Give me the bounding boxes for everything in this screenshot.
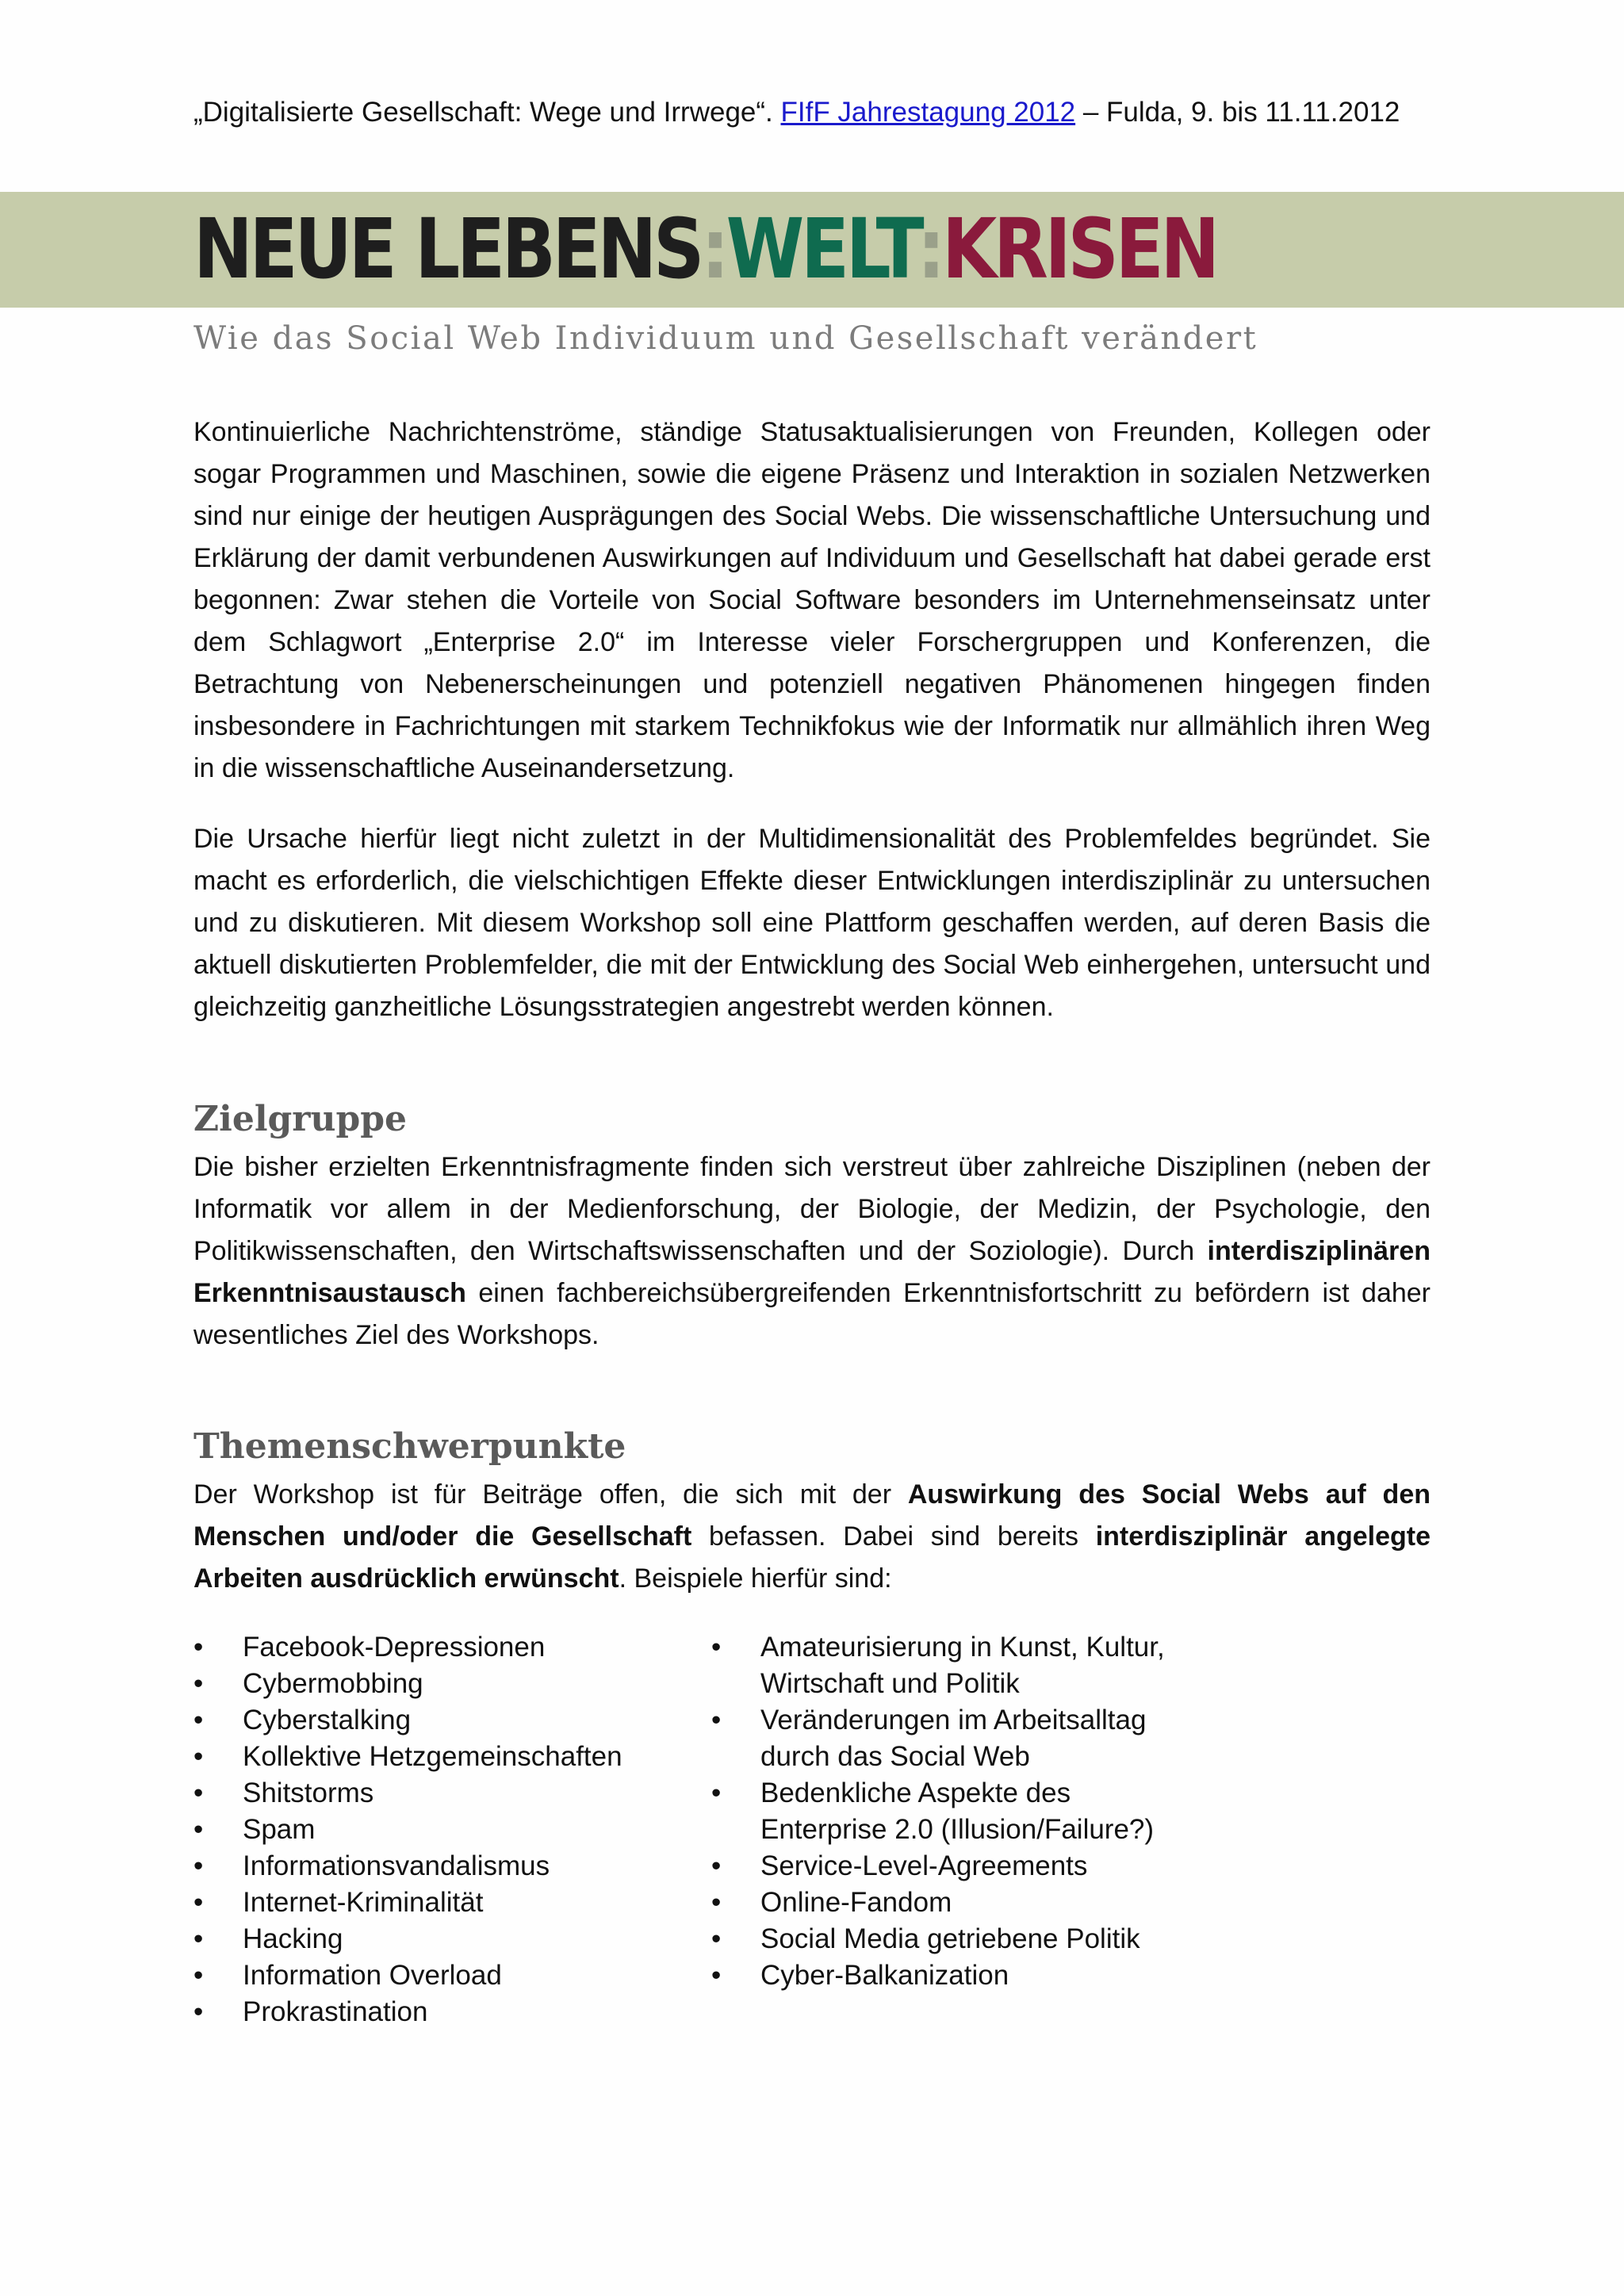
intro-paragraph-2: Die Ursache hierfür liegt nicht zuletzt in der Multidimensionalität des Problemfeldes begründet. Sie macht es erforderlich, die vielschichtigen Effekte dieser Entwicklungen interdisziplinär zu untersuchen und zu diskutieren. Mit diesem Workshop soll eine Plattform geschaffen werden, auf deren Basis die aktuell diskutierten Problemfelder, die mit der Entwicklung des Social Web einhergehen, untersucht und gleichzeitig ganzheitliche Lösungsstrategien angestrebt werden können. bbox=[193, 824, 1431, 1022]
header-line bbox=[193, 95, 1400, 130]
list-item: • Informationsvandalismus bbox=[193, 1848, 669, 1885]
zielgruppe-heading: Zielgruppe bbox=[193, 1099, 408, 1139]
list-item: • Cybermobbing bbox=[193, 1666, 669, 1702]
conference-link[interactable]: FIfF Jahrestagung 2012 bbox=[780, 97, 1076, 128]
list-item: • Prokrastination bbox=[193, 1994, 669, 2030]
banner-title bbox=[193, 201, 1216, 297]
list-item: • Bedenkliche Aspekte des Enterprise 2.0 (Illusion/Failure?) bbox=[711, 1775, 1179, 1848]
list-item: • Spam bbox=[193, 1812, 669, 1848]
banner-part-krisen: KRISEN bbox=[941, 201, 1216, 297]
subtitle: Wie das Social Web Individuum und Gesellschaft verändert bbox=[193, 320, 1258, 357]
banner-colon-1: : bbox=[701, 201, 726, 297]
list-item: • Information Overload bbox=[193, 1957, 669, 1994]
list-item: • Amateurisierung in Kunst, Kultur, Wirtschaft und Politik bbox=[711, 1629, 1179, 1702]
themen-bold-2: interdisziplinär angelegte Arbeiten ausdrücklich erwünscht bbox=[193, 1521, 1431, 1594]
list-item: • Shitstorms bbox=[193, 1775, 669, 1812]
banner-part-lebens: NEUE LEBENS bbox=[193, 201, 702, 297]
zielgruppe-text-1: Die bisher erzielten Erkenntnisfragmente finden sich verstreut über zahlreiche Disziplinen (neben der Informatik vor allem in der Medienforschung, der Biologie, der Medizin, der Psychologie, den Politikwissenschaften, den Wirtschaftswissenschaften und der Soziologie). Durch bbox=[193, 1152, 1431, 1266]
header-suffix: – Fulda, 9. bis 11.11.2012 bbox=[1075, 97, 1400, 128]
title-banner bbox=[0, 192, 1624, 308]
list-item: • Cyberstalking bbox=[193, 1702, 669, 1739]
zielgruppe-bold-1: interdisziplinären Erkenntnisaustausch bbox=[193, 1236, 1431, 1308]
list-item: • Online-Fandom bbox=[711, 1885, 1179, 1921]
list-item: • Cyber-Balkanization bbox=[711, 1957, 1179, 1994]
themen-text-3: . Beispiele hierfür sind: bbox=[619, 1563, 892, 1594]
topic-list-left bbox=[193, 1629, 669, 2030]
list-item: • Social Media getriebene Politik bbox=[711, 1921, 1179, 1957]
themen-paragraph bbox=[193, 1474, 1431, 1600]
zielgruppe-text-2: einen fachbereichsübergreifenden Erkenntnisfortschritt zu befördern ist daher wesentliches Ziel des Workshops. bbox=[193, 1278, 1431, 1350]
header-prefix: „Digitalisierte Gesellschaft: Wege und Irrwege“. bbox=[193, 97, 781, 128]
intro-section bbox=[193, 411, 1431, 790]
banner-colon-2: : bbox=[917, 201, 942, 297]
list-item: • Facebook-Depressionen bbox=[193, 1629, 669, 1666]
themen-text-2: befassen. Dabei sind bereits bbox=[691, 1521, 1096, 1552]
themen-bold-1: Auswirkung des Social Webs auf den Menschen und/oder die Gesellschaft bbox=[193, 1479, 1431, 1552]
list-item: • Kollektive Hetzgemeinschaften bbox=[193, 1739, 669, 1775]
topic-list-right bbox=[711, 1629, 1179, 1994]
intro-section-2 bbox=[193, 818, 1431, 1028]
intro-paragraph-1: Kontinuierliche Nachrichtenströme, ständige Statusaktualisierungen von Freunden, Kollegen oder sogar Programmen und Maschinen, sowie die eigene Präsenz und Interaktion in sozialen Netzwerken sind nur einige der heutigen Ausprägungen des Social Webs. Die wissenschaftliche Untersuchung und Erklärung der damit verbundenen Auswirkungen auf Individuum und Gesellschaft hat dabei gerade erst begonnen: Zwar stehen die Vorteile von Social Software besonders im Unternehmenseinsatz unter dem Schlagwort „Enterprise 2.0“ im Interesse vieler Forschergruppen und Konferenzen, die Betrachtung von Nebenerscheinungen und potenziell negativen Phänomenen hingegen finden insbesondere in Fachrichtungen mit starkem Technikfokus wie der Informatik nur allmählich ihren Weg in die wissenschaftliche Auseinandersetzung. bbox=[193, 417, 1431, 783]
zielgruppe-section bbox=[193, 1146, 1431, 1357]
banner-part-welt: WELT bbox=[726, 201, 917, 297]
list-item: • Internet-Kriminalität bbox=[193, 1885, 669, 1921]
themen-text-1: Der Workshop ist für Beiträge offen, die sich mit der bbox=[193, 1479, 908, 1510]
list-item: • Hacking bbox=[193, 1921, 669, 1957]
themen-section bbox=[193, 1474, 1431, 1600]
zielgruppe-paragraph bbox=[193, 1146, 1431, 1357]
list-item: • Service-Level-Agreements bbox=[711, 1848, 1179, 1885]
list-item: • Veränderungen im Arbeitsalltag durch das Social Web bbox=[711, 1702, 1179, 1775]
themen-heading: Themenschwerpunkte bbox=[193, 1426, 626, 1467]
